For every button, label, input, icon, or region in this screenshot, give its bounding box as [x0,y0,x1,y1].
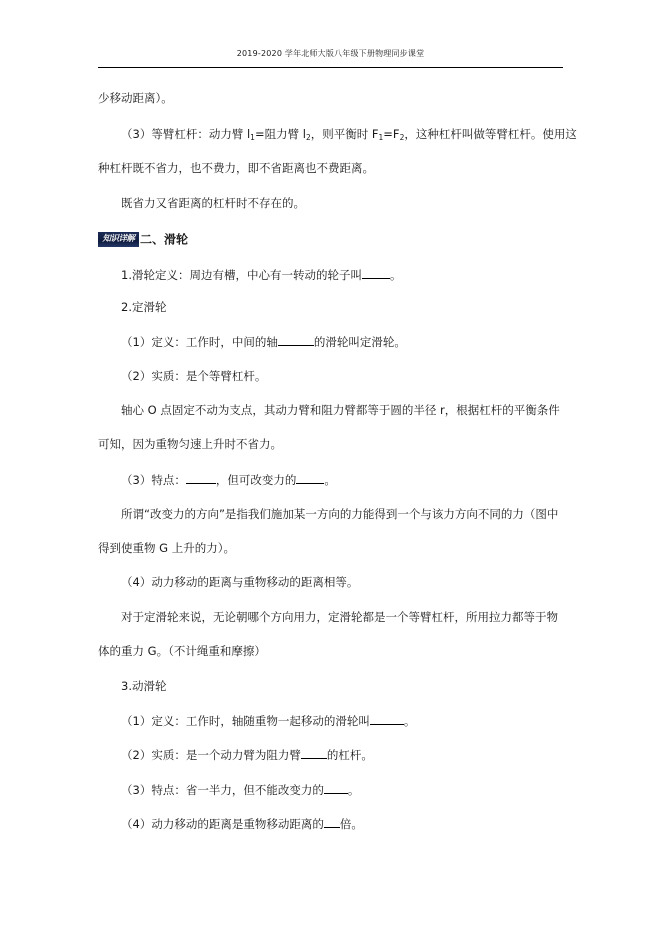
answer-blank [278,334,314,346]
movable-pulley-nature: （2）实质：是一个动力臂为阻力臂 的杠杆。 [121,748,373,762]
page-header: 2019-2020 学年北师大版八年级下册物理同步课堂 [236,49,425,58]
paragraph-lever-end: 少移动距离）。 [98,91,173,105]
answer-blank [186,472,216,484]
movable-pulley-features: （3）特点：省一半力，但不能改变力的 。 [121,783,360,797]
paragraph-no-free-lunch: 既省力又省距离的杠杆时不存在的。 [121,196,305,210]
answer-blank [370,713,404,725]
fixed-pulley-features: （3）特点： ，但可改变力的 。 [121,473,336,487]
paragraph-equal-arm-lever: （3）等臂杠杆：动力臂 $l_1=$阻力臂 $l_2$，则平衡时 $F_1=F_2$，这种杠杆叫做等臂杠杆。使用这 [121,127,577,142]
direction-explanation-line2: 得到使重物 G 上升的力）。 [98,541,235,555]
fixed-pulley-distance: （4）动力移动的距离与重物移动的距离相等。 [121,575,359,589]
paragraph-equal-arm-lever-cont: 种杠杆既不省力，也不费力，即不省距离也不费距离。 [98,161,374,175]
knowledge-badge: 知识详解 [98,232,139,247]
movable-pulley-definition: （1）定义：工作时，轴随重物一起移动的滑轮叫 。 [121,714,416,728]
fixed-pulley-nature: （2）实质：是个等臂杠杆。 [121,369,267,383]
fixed-pulley-axis-line1: 轴心 O 点固定不动为支点，其动力臂和阻力臂都等于圆的半径 r，根据杠杆的平衡条件 [121,403,560,417]
answer-blank [301,747,327,759]
fixed-pulley-axis-line2: 可知，因为重物匀速上升时不省力。 [98,437,282,451]
fixed-pulley-note-line2: 体的重力 G。（不计绳重和摩擦） [98,644,266,658]
answer-blank [324,782,348,794]
answer-blank [324,816,340,828]
answer-blank [296,472,324,484]
fixed-pulley-note-line1: 对于定滑轮来说，无论朝哪个方向用力，定滑轮都是一个等臂杠杆，所用拉力都等于物 [121,610,558,624]
section-title: 二、滑轮 [140,232,189,247]
pulley-definition: 1.滑轮定义：周边有槽，中心有一转动的轮子叫 。 [121,268,402,282]
direction-explanation-line1: 所谓“改变力的方向”是指我们施加某一方向的力能得到一个与该力方向不同的力（图中 [121,507,559,521]
section-heading-pulley [98,232,568,247]
answer-blank [362,267,390,279]
header-rule [98,67,563,68]
fixed-pulley-definition: （1）定义：工作时，中间的轴 的滑轮叫定滑轮。 [121,335,406,349]
movable-pulley-distance: （4）动力移动的距离是重物移动距离的 倍。 [121,817,363,831]
movable-pulley-heading: 3.动滑轮 [121,679,167,693]
fixed-pulley-heading: 2.定滑轮 [121,300,167,314]
